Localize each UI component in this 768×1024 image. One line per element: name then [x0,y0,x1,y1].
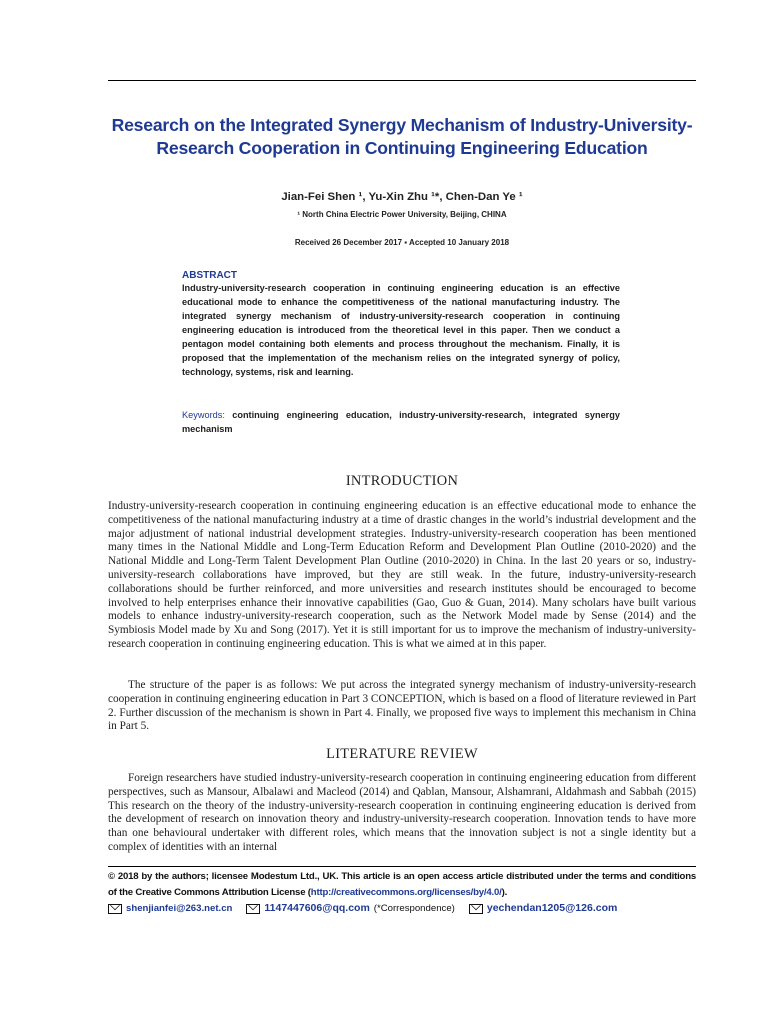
license-suffix: ). [501,886,508,898]
license-statement [108,869,696,900]
literature-review-paragraph-1: Foreign researchers have studied industry-university-research cooperation in continuing engineering education from different perspectives, such as Mansour, Albalawi and Macleod (2014) and Qablan, Mansour, Alshamrani, Aldahmash and Sabbah (2015) This research on the theory of the industry-university-research cooperation in continuing engineering education is derived from the development of research on innovation theory and industry-university-research cooperation. Innovation tends to have more than one behavioural undertaker with different roles, which means that the innovation subject is not a single identity but a complex of identities with an internal [108,772,696,853]
footer-rule [108,866,696,867]
email-link-2[interactable]: 1147447606@qq.com [264,902,370,914]
keywords-text: continuing engineering education, industry-university-research, integrated synergy mechanism [182,410,620,434]
envelope-icon [469,904,483,914]
footer [108,869,696,917]
top-rule [108,80,696,81]
received-accepted-dates: Received 26 December 2017 ▪ Accepted 10 January 2018 [294,238,510,247]
paper-title: Research on the Integrated Synergy Mechanism of Industry-University-Research Cooperation in Continuing Engineering Education [111,115,693,158]
introduction-paragraph-1: Industry-university-research cooperation in continuing engineering education is an effective educational mode to enhance the competitiveness of the national manufacturing industry at a time of drastic changes in the world’s industrial development and the major adjustment of national industrial development strategies. Industry-university-research cooperation has been mentioned many times in the National Middle and Long-Term Education Reform and Development Plan Outline (2010-2020) and the National Middle and Long-Term Talent Development Plan Outline (2010-2020) in China. In the last 20 years or so, industry-university-research collaborations have improved, but they are still weak. In the future, industry-university-research collaborations should be further reinforced, and more universities and research institutes should be encouraged to become involved to help enterprises enhance their innovative capabilities (Gao, Guo & Guan, 2014). Many scholars have built various models to enhance industry-university-research cooperation, such as the Network Model made by Sense (2014) and the Symbiosis Model made by Xu and Song (2017). Yet it is still important for us to improve the mechanism of industry-university-research cooperation in continuing engineering education. This is what we aimed at in this paper. [108,500,696,650]
affiliation: ¹ North China Electric Power University, Beijing, CHINA [297,210,507,219]
correspondence-note: (*Correspondence) [373,903,455,914]
email-link-1[interactable]: shenjianfei@263.net.cn [126,903,233,914]
license-text: © 2018 by the authors; licensee Modestum Ltd., UK. This article is an open access article distributed under the terms and conditions of the Creative Commons Attribution License ( [108,871,696,898]
contact-1 [108,901,232,917]
contact-emails [108,901,696,917]
contact-3 [469,901,617,917]
envelope-icon [246,904,260,914]
author-list: Jian-Fei Shen ¹, Yu-Xin Zhu ¹*, Chen-Dan Ye ¹ [281,191,523,203]
keywords-label: Keywords: [182,410,225,420]
literature-review-heading: LITERATURE REVIEW [326,746,478,762]
email-link-3[interactable]: yechendan1205@126.com [486,902,618,914]
license-link[interactable]: http://creativecommons.org/licenses/by/4.0/ [310,886,502,898]
keywords [182,408,620,436]
abstract-text: Industry-university-research cooperation in continuing engineering education is an effective educational mode to enhance the competitiveness of the national manufacturing industry. The integrated synergy mechanism of industry-university-research cooperation in continuing engineering education is introduced from the theoretical level in this paper. Then we conduct a pentagon model containing both elements and process throughout the mechanism. Finally, it is proposed that the implementation of the mechanism relies on the integrated synergy of policy, technology, systems, risk and learning. [182,283,620,377]
envelope-icon [108,904,122,914]
abstract-heading: ABSTRACT [182,270,237,281]
introduction-paragraph-2: The structure of the paper is as follows: We put across the integrated synergy mechanism of industry-university-research cooperation in continuing engineering education in Part 3 CONCEPTION, which is based on a flood of literature reviewed in Part 2. Further discussion of the mechanism is shown in Part 4. Finally, we proposed five ways to implement this mechanism in China in Part 5. [108,679,696,733]
contact-2 [246,901,454,917]
introduction-heading: INTRODUCTION [345,473,459,489]
